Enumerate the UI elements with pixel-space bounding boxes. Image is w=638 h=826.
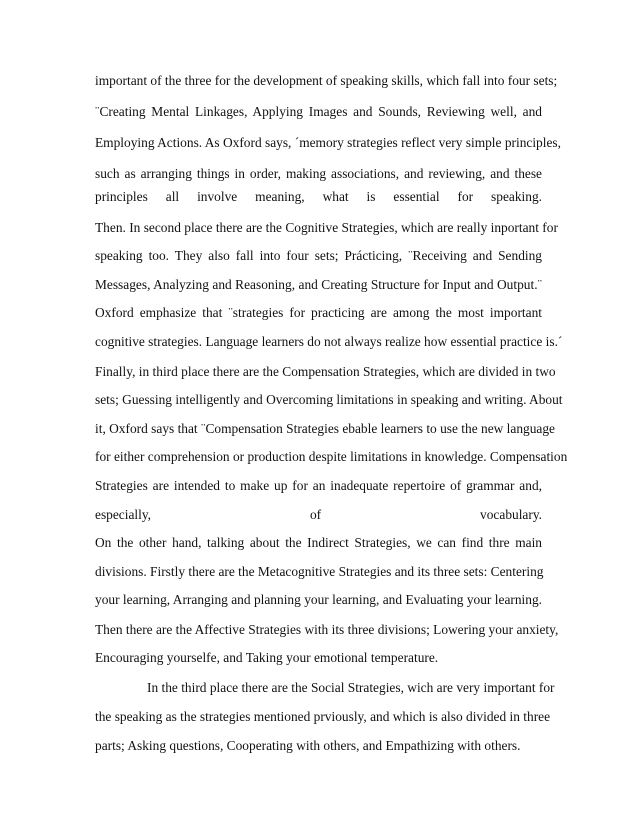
text-line: divisions. Firstly there are the Metacognitive Strategies and its three sets: Centering — [95, 564, 544, 579]
text-line: your learning, Arranging and planning your learning, and Evaluating your learning. — [95, 592, 542, 607]
text-line: it, Oxford says that ¨Compensation Strategies ebable learners to use the new language — [95, 421, 555, 436]
text-line: Then. In second place there are the Cognitive Strategies, which are really inportant for — [95, 220, 558, 235]
text-line: Messages, Analyzing and Reasoning, and Creating Structure for Input and Output.¨ — [95, 277, 542, 292]
text-line: important of the three for the development of speaking skills, which fall into four sets; — [95, 73, 558, 88]
text-line: Then there are the Affective Strategies with its three divisions; Lowering your anxiety, — [95, 622, 559, 637]
text-line: such as arranging things in order, making associations, and reviewing, and these — [95, 166, 542, 181]
text-line: Employing Actions. As Oxford says, ´memory strategies reflect very simple principles, — [95, 135, 561, 150]
text-line: the speaking as the strategies mentioned prviously, and which is also divided in three — [95, 709, 551, 724]
text-line: sets; Guessing intelligently and Overcoming limitations in speaking and writing. About — [95, 392, 563, 407]
text-line: Finally, in third place there are the Compensation Strategies, which are divided in two — [95, 364, 556, 379]
text-line: speaking too. They also fall into four sets; Prácticing, ¨Receiving and Sending — [95, 248, 542, 263]
text-line: ¨Creating Mental Linkages, Applying Images and Sounds, Reviewing well, and — [95, 104, 542, 119]
text-line: On the other hand, talking about the Indirect Strategies, we can find thre main — [95, 535, 542, 550]
text-line: Strategies are intended to make up for an inadequate repertoire of grammar and, — [95, 478, 542, 493]
text-line: parts; Asking questions, Cooperating with others, and Empathizing with others. — [95, 738, 521, 753]
text-line: In the third place there are the Social Strategies, wich are very important for — [147, 680, 555, 695]
text-line: especially, of vocabulary. — [95, 507, 542, 522]
text-line: Oxford emphasize that ¨strategies for practicing are among the most important — [95, 305, 542, 320]
text-line: Encouraging yourselfe, and Taking your emotional temperature. — [95, 650, 439, 665]
text-line: cognitive strategies. Language learners do not always realize how essential practice is.´ — [95, 334, 563, 349]
text-line: principles all involve meaning, what is essential for speaking. — [95, 189, 542, 204]
text-line: for either comprehension or production despite limitations in knowledge. Compensation — [95, 449, 568, 464]
